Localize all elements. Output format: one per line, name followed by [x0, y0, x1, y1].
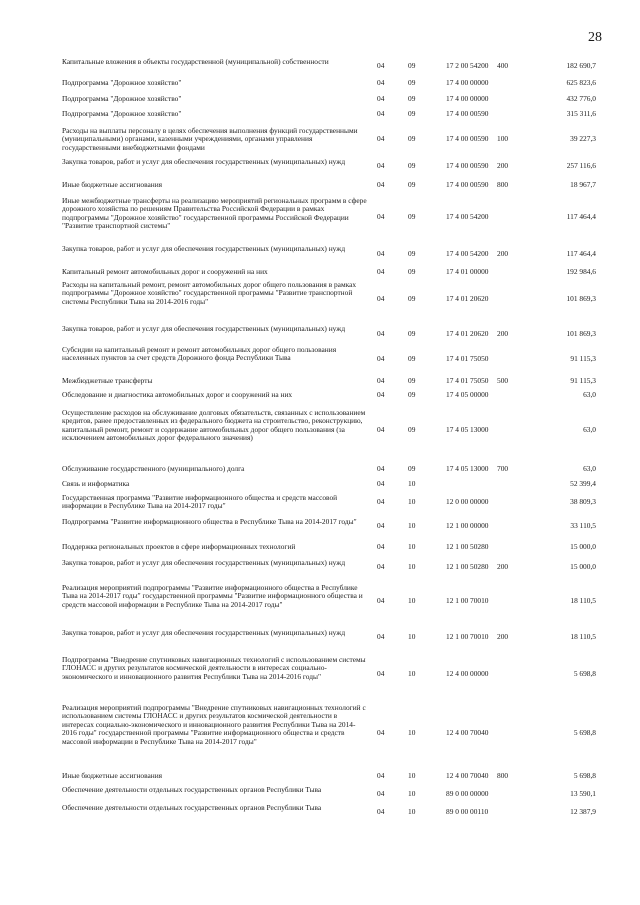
row-name: Обследование и диагностика автомобильных дорог и сооружений на них	[62, 390, 293, 399]
row-target-code: 12 1 00 70010	[446, 596, 489, 605]
row-subsection: 10	[408, 632, 416, 641]
row-target-code: 17 4 05 13000	[446, 425, 489, 434]
row-subsection: 09	[408, 329, 416, 338]
row-name: Иные бюджетные ассигнования	[62, 771, 163, 780]
row-expense-type: 800	[497, 771, 509, 780]
row-subsection: 10	[408, 771, 416, 780]
row-name: Реализация мероприятий подпрограммы "Внедрение спутниковых навигационных технологий с использованием системы ГЛОНАСС и других результатов космической деятельности в интересах социально-экономического и инновационного развития Республики Тыва на 2014-2016 годы" государственной программы "Развитие информационного общества и средств массовой информации в Республике Тыва на 2014-2017 годы"	[62, 703, 366, 746]
row-subsection: 09	[408, 249, 416, 258]
row-section: 04	[377, 134, 385, 143]
row-target-code: 17 4 05 13000	[446, 464, 489, 473]
row-name: Иные межбюджетные трансферты на реализацию мероприятий региональных программ в сфере дорожного хозяйства по решениям Правительства Российской Федерации в рамках подпрограммы "Дорожное хозяйство" государственной программы Российской Федерации "Развитие транспортной системы"	[62, 196, 367, 231]
row-subsection: 09	[408, 354, 416, 363]
row-name: Реализация мероприятий подпрограммы "Развитие информационного общества в Республике Тыва на 2014-2017 годы" государственной программы "Развитие информационного общества и средств массовой информации в Республике Тыва на 2014-2017 годы"	[62, 583, 363, 609]
row-name: Подпрограмма "Дорожное хозяйство"	[62, 78, 182, 87]
row-target-code: 17 4 01 00000	[446, 267, 489, 276]
row-section: 04	[377, 376, 385, 385]
row-amount: 33 110,5	[570, 521, 596, 530]
row-subsection: 10	[408, 789, 416, 798]
row-name: Закупка товаров, работ и услуг для обеспечения государственных (муниципальных) нужд	[62, 244, 346, 253]
row-subsection: 10	[408, 807, 416, 816]
row-section: 04	[377, 294, 385, 303]
row-section: 04	[377, 94, 385, 103]
row-section: 04	[377, 180, 385, 189]
row-name: Связь и информатика	[62, 479, 130, 488]
row-amount: 63,0	[583, 464, 596, 473]
row-name: Обеспечение деятельности отдельных государственных органов Республики Тыва	[62, 803, 322, 812]
row-section: 04	[377, 354, 385, 363]
row-amount: 5 698,8	[573, 771, 596, 780]
row-amount: 101 869,3	[566, 294, 596, 303]
row-amount: 182 690,7	[566, 61, 596, 70]
row-section: 04	[377, 632, 385, 641]
row-expense-type: 200	[497, 562, 509, 571]
row-expense-type: 200	[497, 329, 509, 338]
row-amount: 91 115,3	[570, 354, 596, 363]
row-name: Подпрограмма "Развитие информационного общества в Республике Тыва на 2014-2017 годы"	[62, 517, 357, 526]
row-name: Закупка товаров, работ и услуг для обеспечения государственных (муниципальных) нужд	[62, 157, 346, 166]
row-subsection: 10	[408, 669, 416, 678]
row-expense-type: 200	[497, 632, 509, 641]
row-target-code: 17 4 00 00590	[446, 134, 489, 143]
row-name: Закупка товаров, работ и услуг для обеспечения государственных (муниципальных) нужд	[62, 628, 346, 637]
row-subsection: 09	[408, 212, 416, 221]
row-section: 04	[377, 521, 385, 530]
row-target-code: 12 1 00 50280	[446, 562, 489, 571]
row-target-code: 89 0 00 00110	[446, 807, 489, 816]
row-name: Субсидии на капитальный ремонт и ремонт автомобильных дорог общего пользования населенных пунктов за счет средств Дорожного фонда Республики Тыва	[62, 345, 337, 363]
row-name: Осуществление расходов на обслуживание долговых обязательств, связанных с использованием кредитов, ранее предоставленных из федерального бюджета на строительство, реконструкцию, капитальный ремонт, ремонт и содержание автомобильных дорог общего пользования (за исключением автомобильных дорог федерального значения)	[62, 408, 366, 443]
row-subsection: 10	[408, 562, 416, 571]
row-section: 04	[377, 267, 385, 276]
row-amount: 39 227,3	[570, 134, 596, 143]
row-name: Поддержка региональных проектов в сфере информационных технологий	[62, 542, 296, 551]
row-amount: 117 464,4	[566, 249, 596, 258]
row-amount: 315 311,6	[566, 109, 596, 118]
row-target-code: 17 4 00 00590	[446, 161, 489, 170]
row-section: 04	[377, 464, 385, 473]
row-amount: 101 869,3	[566, 329, 596, 338]
row-name: Капитальные вложения в объекты государственной (муниципальной) собственности	[62, 57, 329, 66]
row-section: 04	[377, 728, 385, 737]
row-expense-type: 100	[497, 134, 509, 143]
row-name: Подпрограмма "Дорожное хозяйство"	[62, 94, 182, 103]
row-section: 04	[377, 161, 385, 170]
row-section: 04	[377, 562, 385, 571]
row-section: 04	[377, 789, 385, 798]
row-section: 04	[377, 425, 385, 434]
row-subsection: 09	[408, 390, 416, 399]
row-subsection: 09	[408, 464, 416, 473]
row-expense-type: 200	[497, 249, 509, 258]
row-target-code: 17 4 01 75050	[446, 354, 489, 363]
page-number: 28	[588, 30, 602, 45]
row-name: Расходы на капитальный ремонт, ремонт автомобильных дорог общего пользования в рамках подпрограммы "Дорожное хозяйство" государственной программы "Развитие транспортной системы Республики Тыва на 2014-2016 годы"	[62, 280, 357, 306]
row-amount: 5 698,8	[573, 728, 596, 737]
row-subsection: 09	[408, 376, 416, 385]
row-subsection: 09	[408, 267, 416, 276]
row-target-code: 12 0 00 00000	[446, 497, 489, 506]
row-target-code: 12 4 00 70040	[446, 771, 489, 780]
row-subsection: 09	[408, 180, 416, 189]
row-subsection: 09	[408, 94, 416, 103]
row-target-code: 17 4 00 54200	[446, 212, 489, 221]
row-section: 04	[377, 542, 385, 551]
row-amount: 257 116,6	[566, 161, 596, 170]
row-target-code: 17 4 00 00590	[446, 109, 489, 118]
row-amount: 117 464,4	[566, 212, 596, 221]
row-amount: 5 698,8	[573, 669, 596, 678]
row-section: 04	[377, 390, 385, 399]
row-target-code: 17 4 01 20620	[446, 329, 489, 338]
row-name: Расходы на выплаты персоналу в целях обеспечения выполнения функций государственными (муниципальными) органами, казенными учреждениями, органами управления государственными внебюджетными фондами	[62, 126, 358, 152]
row-section: 04	[377, 596, 385, 605]
row-amount: 13 590,1	[570, 789, 596, 798]
row-section: 04	[377, 669, 385, 678]
row-section: 04	[377, 771, 385, 780]
row-target-code: 17 4 05 00000	[446, 390, 489, 399]
row-subsection: 10	[408, 542, 416, 551]
row-target-code: 89 0 00 00000	[446, 789, 489, 798]
row-subsection: 09	[408, 425, 416, 434]
row-section: 04	[377, 78, 385, 87]
row-expense-type: 500	[497, 376, 509, 385]
row-amount: 38 809,3	[570, 497, 596, 506]
row-name: Подпрограмма "Дорожное хозяйство"	[62, 109, 182, 118]
row-name: Подпрограмма "Внедрение спутниковых навигационных технологий с использованием системы ГЛОНАСС и других результатов космической деятельности в интересах социально-экономического и инновационного развития Республики Тыва на 2014-2016 годы"	[62, 655, 366, 681]
row-subsection: 09	[408, 109, 416, 118]
row-target-code: 12 4 00 70040	[446, 728, 489, 737]
row-section: 04	[377, 61, 385, 70]
row-section: 04	[377, 249, 385, 258]
row-name: Обслуживание государственного (муниципального) долга	[62, 464, 245, 473]
row-name: Закупка товаров, работ и услуг для обеспечения государственных (муниципальных) нужд	[62, 324, 346, 333]
row-target-code: 17 4 00 00000	[446, 94, 489, 103]
row-amount: 432 776,0	[566, 94, 596, 103]
row-amount: 15 000,0	[570, 542, 596, 551]
row-target-code: 17 2 00 54200	[446, 61, 489, 70]
row-target-code: 12 1 00 70010	[446, 632, 489, 641]
row-target-code: 17 4 01 75050	[446, 376, 489, 385]
row-amount: 15 000,0	[570, 562, 596, 571]
row-subsection: 10	[408, 521, 416, 530]
row-subsection: 09	[408, 294, 416, 303]
row-amount: 18 110,5	[570, 632, 596, 641]
row-expense-type: 200	[497, 161, 509, 170]
row-target-code: 12 1 00 50280	[446, 542, 489, 551]
row-subsection: 09	[408, 134, 416, 143]
row-amount: 18 110,5	[570, 596, 596, 605]
row-subsection: 10	[408, 728, 416, 737]
row-section: 04	[377, 109, 385, 118]
row-amount: 12 387,9	[570, 807, 596, 816]
row-subsection: 09	[408, 61, 416, 70]
row-target-code: 12 4 00 00000	[446, 669, 489, 678]
row-name: Капитальный ремонт автомобильных дорог и сооружений на них	[62, 267, 268, 276]
row-section: 04	[377, 497, 385, 506]
row-subsection: 10	[408, 479, 416, 488]
row-name: Иные бюджетные ассигнования	[62, 180, 163, 189]
row-subsection: 10	[408, 596, 416, 605]
row-name: Государственная программа "Развитие информационного общества и средств массовой информации в Республике Тыва на 2014-2017 годы"	[62, 493, 338, 511]
row-subsection: 09	[408, 78, 416, 87]
row-name: Обеспечение деятельности отдельных государственных органов Республики Тыва	[62, 785, 322, 794]
row-expense-type: 800	[497, 180, 509, 189]
row-name: Межбюджетные трансферты	[62, 376, 153, 385]
row-target-code: 17 4 01 20620	[446, 294, 489, 303]
row-amount: 18 967,7	[570, 180, 596, 189]
row-section: 04	[377, 479, 385, 488]
row-section: 04	[377, 329, 385, 338]
row-target-code: 17 4 00 00590	[446, 180, 489, 189]
row-target-code: 12 1 00 00000	[446, 521, 489, 530]
row-expense-type: 700	[497, 464, 509, 473]
row-amount: 192 984,6	[566, 267, 596, 276]
row-amount: 63,0	[583, 390, 596, 399]
row-subsection: 09	[408, 161, 416, 170]
row-amount: 52 399,4	[570, 479, 596, 488]
row-amount: 63,0	[583, 425, 596, 434]
row-amount: 91 115,3	[570, 376, 596, 385]
row-expense-type: 400	[497, 61, 509, 70]
row-section: 04	[377, 807, 385, 816]
row-target-code: 17 4 00 54200	[446, 249, 489, 258]
row-name: Закупка товаров, работ и услуг для обеспечения государственных (муниципальных) нужд	[62, 558, 346, 567]
row-subsection: 10	[408, 497, 416, 506]
row-amount: 625 823,6	[566, 78, 596, 87]
row-section: 04	[377, 212, 385, 221]
row-target-code: 17 4 00 00000	[446, 78, 489, 87]
